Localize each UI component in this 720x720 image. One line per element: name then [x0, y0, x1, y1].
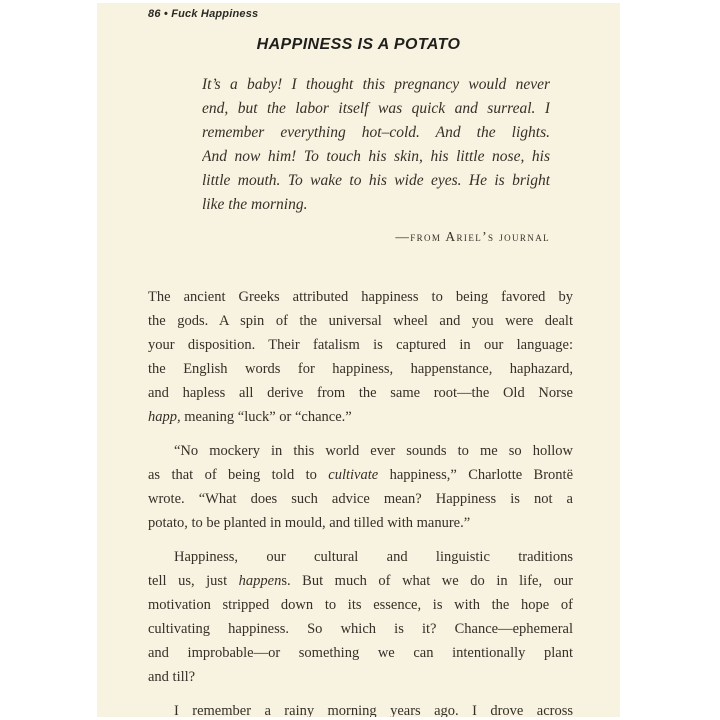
text-segment: as that of being told to: [148, 467, 329, 483]
italic-text-segment: happen: [238, 573, 282, 589]
text-segment: the gods. A spin of the universal wheel and you were dealt: [148, 313, 573, 329]
text-segment: tell us, just: [148, 573, 239, 589]
book-page: [97, 3, 620, 717]
text-line: [148, 463, 573, 487]
text-segment: remember everything hot–cold. And the lights.: [202, 124, 550, 141]
text-line: [148, 357, 573, 381]
text-line: [148, 617, 573, 641]
text-line: [148, 665, 573, 689]
text-line: [148, 699, 573, 717]
chapter-title: HAPPINESS IS A POTATO: [256, 36, 461, 53]
text-segment: The ancient Greeks attributed happiness to being favored by: [148, 289, 573, 305]
text-segment: wrote. “What does such advice mean? Happiness is not a: [148, 491, 573, 507]
text-segment: and till?: [148, 669, 196, 685]
text-line: [202, 121, 550, 145]
body-text: [148, 285, 573, 717]
text-line: [148, 641, 573, 665]
text-line: [148, 487, 573, 511]
text-segment: motivation stripped down to its essence, is with the hope of: [148, 597, 573, 613]
paragraph: [148, 285, 573, 429]
text-segment: I remember a rainy morning years ago. I drove across: [174, 703, 573, 717]
italic-text-segment: happ,: [148, 409, 181, 425]
italic-text-segment: cultivate: [328, 467, 379, 483]
text-segment: s. But much of what we do in life, our: [281, 573, 573, 589]
text-segment: your disposition. Their fatalism is captured in our language:: [148, 337, 573, 353]
text-line: [148, 593, 573, 617]
text-segment: happiness,” Charlotte Brontë: [378, 467, 573, 483]
text-segment: end, but the labor itself was quick and surreal. I: [202, 100, 550, 117]
text-segment: And now him! To touch his skin, his little nose, his: [202, 148, 550, 165]
text-line: [148, 439, 573, 463]
text-line: [202, 73, 550, 97]
text-line: [202, 193, 550, 217]
text-line: [148, 405, 573, 429]
text-segment: Happiness, our cultural and linguistic traditions: [174, 549, 573, 565]
text-segment: like the morning.: [202, 196, 308, 213]
text-segment: cultivating happiness. So which is it? Chance—ephemeral: [148, 621, 573, 637]
text-line: [202, 169, 550, 193]
quote-attribution: —from Ariel’s journal: [395, 229, 550, 244]
text-line: [148, 333, 573, 357]
text-line: [148, 309, 573, 333]
text-segment: and hapless all derive from the same root—the Old Norse: [148, 385, 573, 401]
text-line: [148, 545, 573, 569]
text-segment: the English words for happiness, happenstance, haphazard,: [148, 361, 573, 377]
text-line: [148, 285, 573, 309]
text-line: [148, 569, 573, 593]
text-segment: little mouth. To wake to his wide eyes. He is bright: [202, 172, 550, 189]
text-segment: meaning “luck” or “chance.”: [180, 409, 352, 425]
text-line: [148, 381, 573, 405]
paragraph: [148, 699, 573, 717]
paragraph: [148, 439, 573, 535]
text-line: [202, 145, 550, 169]
text-segment: It’s a baby! I thought this pregnancy would never: [202, 76, 550, 93]
text-segment: “No mockery in this world ever sounds to me so hollow: [174, 443, 573, 459]
running-head: 86 • Fuck Happiness: [148, 8, 259, 20]
text-segment: potato, to be planted in mould, and tilled with manure.”: [148, 515, 471, 531]
paragraph: [148, 545, 573, 689]
text-line: [202, 97, 550, 121]
text-line: [148, 511, 573, 535]
text-segment: and improbable—or something we can intentionally plant: [148, 645, 573, 661]
journal-quote: [202, 73, 550, 217]
